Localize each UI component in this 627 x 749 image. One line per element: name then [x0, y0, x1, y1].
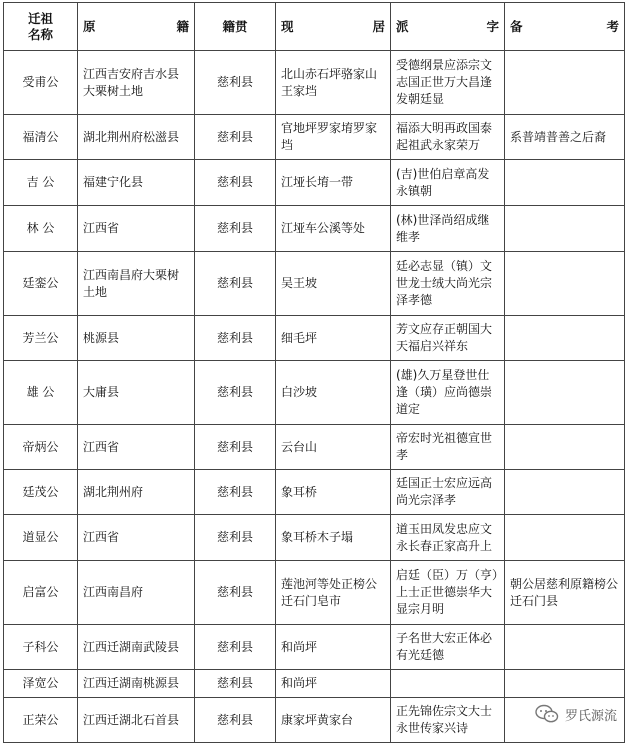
native-place-cell: 慈利县 [195, 316, 276, 361]
residence-cell: 和尚坪 [276, 670, 391, 698]
origin-cell: 湖北荆州府 [78, 470, 195, 515]
native-place-cell: 慈利县 [195, 625, 276, 670]
note-cell [505, 625, 625, 670]
ancestor-name: 廷茂公 [4, 470, 78, 515]
residence-cell: 莲池河等处正榜公迁石门皂市 [276, 561, 391, 625]
note-cell: 朝公居慈利原籍榜公迁石门县 [505, 561, 625, 625]
native-place-cell: 慈利县 [195, 698, 276, 743]
origin-cell: 福建宁化县 [78, 160, 195, 206]
generation-names-cell: 道玉田凤发忠应文永长春正家高升上 [391, 515, 505, 561]
residence-cell: 江垭长堉一带 [276, 160, 391, 206]
header-notes: 备考 [505, 3, 625, 51]
watermark [535, 701, 617, 727]
residence-cell: 象耳桥 [276, 470, 391, 515]
native-place-cell: 慈利县 [195, 361, 276, 425]
header-native-place: 籍贯 [195, 3, 276, 51]
watermark-text: 罗氏源流 [564, 708, 617, 724]
table-row [4, 425, 625, 470]
generation-names-cell: (吉)世伯启章高发永镇朝 [391, 160, 505, 206]
header-migrant-ancestor: 迁祖 名称 [4, 3, 78, 51]
native-place-cell: 慈利县 [195, 51, 276, 115]
residence-cell: 细毛坪 [276, 316, 391, 361]
note-cell [505, 470, 625, 515]
table-row [4, 316, 625, 361]
note-cell [505, 316, 625, 361]
note-cell [505, 361, 625, 425]
note-cell [505, 425, 625, 470]
origin-cell: 江西南昌府大栗树土地 [78, 252, 195, 316]
ancestor-name: 廷銮公 [4, 252, 78, 316]
residence-cell: 江垭车公溪等处 [276, 206, 391, 252]
note-cell [505, 252, 625, 316]
generation-names-cell: 帝宏时光祖德宣世孝 [391, 425, 505, 470]
native-place-cell: 慈利县 [195, 252, 276, 316]
native-place-cell: 慈利县 [195, 425, 276, 470]
note-cell [505, 670, 625, 698]
generation-names-cell: 正先锦佐宗文大士永世传家兴诗 [391, 698, 505, 743]
generation-names-cell: 子名世大宏正体必有光廷德 [391, 625, 505, 670]
ancestor-name: 芳兰公 [4, 316, 78, 361]
header-residence: 现居 [276, 3, 391, 51]
origin-cell: 大庸县 [78, 361, 195, 425]
ancestor-name: 泽宽公 [4, 670, 78, 698]
note-cell [505, 51, 625, 115]
generation-names-cell: 福添大明再政国泰起祖武永家荣万 [391, 115, 505, 160]
origin-cell: 江西吉安府吉水县大栗树土地 [78, 51, 195, 115]
residence-cell: 和尚坪 [276, 625, 391, 670]
origin-cell: 江西迁湖南武陵县 [78, 625, 195, 670]
residence-cell: 康家坪黄家台 [276, 698, 391, 743]
origin-cell: 江西南昌府 [78, 561, 195, 625]
residence-cell: 象耳桥木子塌 [276, 515, 391, 561]
native-place-cell: 慈利县 [195, 206, 276, 252]
ancestor-name: 吉 公 [4, 160, 78, 206]
table-row [4, 361, 625, 425]
origin-cell: 江西迁湖南桃源县 [78, 670, 195, 698]
generation-names-cell: 启廷（臣）万（亨）上士正世德崇华大显宗月明 [391, 561, 505, 625]
ancestor-name: 福清公 [4, 115, 78, 160]
native-place-cell: 慈利县 [195, 160, 276, 206]
ancestor-name: 正荣公 [4, 698, 78, 743]
ancestor-name: 子科公 [4, 625, 78, 670]
wechat-icon [535, 704, 559, 724]
table-row [4, 252, 625, 316]
native-place-cell: 慈利县 [195, 470, 276, 515]
generation-names-cell: 芳文应存正朝国大天福启兴祥东 [391, 316, 505, 361]
generation-names-cell: (雄)久万星登世仕逢（璜）应尚德崇道定 [391, 361, 505, 425]
table-row [4, 206, 625, 252]
header-row [4, 3, 625, 51]
origin-cell: 江西省 [78, 206, 195, 252]
native-place-cell: 慈利县 [195, 670, 276, 698]
residence-cell: 北山赤石坪骆家山王家垱 [276, 51, 391, 115]
native-place-cell: 慈利县 [195, 515, 276, 561]
residence-cell: 云台山 [276, 425, 391, 470]
generation-names-cell: 受德纲景应添宗文志国正世万大昌逢发朝廷显 [391, 51, 505, 115]
origin-cell: 江西省 [78, 515, 195, 561]
native-place-cell: 慈利县 [195, 561, 276, 625]
genealogy-table [3, 2, 625, 743]
ancestor-name: 启富公 [4, 561, 78, 625]
table-row [4, 470, 625, 515]
note-cell [505, 515, 625, 561]
origin-cell: 江西迁湖北石首县 [78, 698, 195, 743]
native-place-cell: 慈利县 [195, 115, 276, 160]
ancestor-name: 雄 公 [4, 361, 78, 425]
ancestor-name: 林 公 [4, 206, 78, 252]
residence-cell: 白沙坡 [276, 361, 391, 425]
note-cell [505, 160, 625, 206]
table-row [4, 561, 625, 625]
table-row [4, 51, 625, 115]
generation-names-cell: 廷必志显（镇）文世龙士绒大尚光宗泽孝德 [391, 252, 505, 316]
table-row [4, 160, 625, 206]
header-origin: 原籍 [78, 3, 195, 51]
origin-cell: 桃源县 [78, 316, 195, 361]
table-row [4, 698, 625, 743]
residence-cell: 吴王坡 [276, 252, 391, 316]
table-row [4, 115, 625, 160]
note-cell: 系普靖普善之后裔 [505, 115, 625, 160]
note-cell [505, 206, 625, 252]
header-generation-names: 派字 [391, 3, 505, 51]
generation-names-cell [391, 670, 505, 698]
table-row [4, 515, 625, 561]
generation-names-cell: 廷国正士宏应远高尚光宗泽孝 [391, 470, 505, 515]
ancestor-name: 受甫公 [4, 51, 78, 115]
ancestor-name: 道显公 [4, 515, 78, 561]
origin-cell: 湖北荆州府松滋县 [78, 115, 195, 160]
origin-cell: 江西省 [78, 425, 195, 470]
table-row [4, 625, 625, 670]
table-row [4, 670, 625, 698]
ancestor-name: 帝炳公 [4, 425, 78, 470]
generation-names-cell: (林)世泽尚绍成继维孝 [391, 206, 505, 252]
residence-cell: 官地坪罗家堉罗家垱 [276, 115, 391, 160]
